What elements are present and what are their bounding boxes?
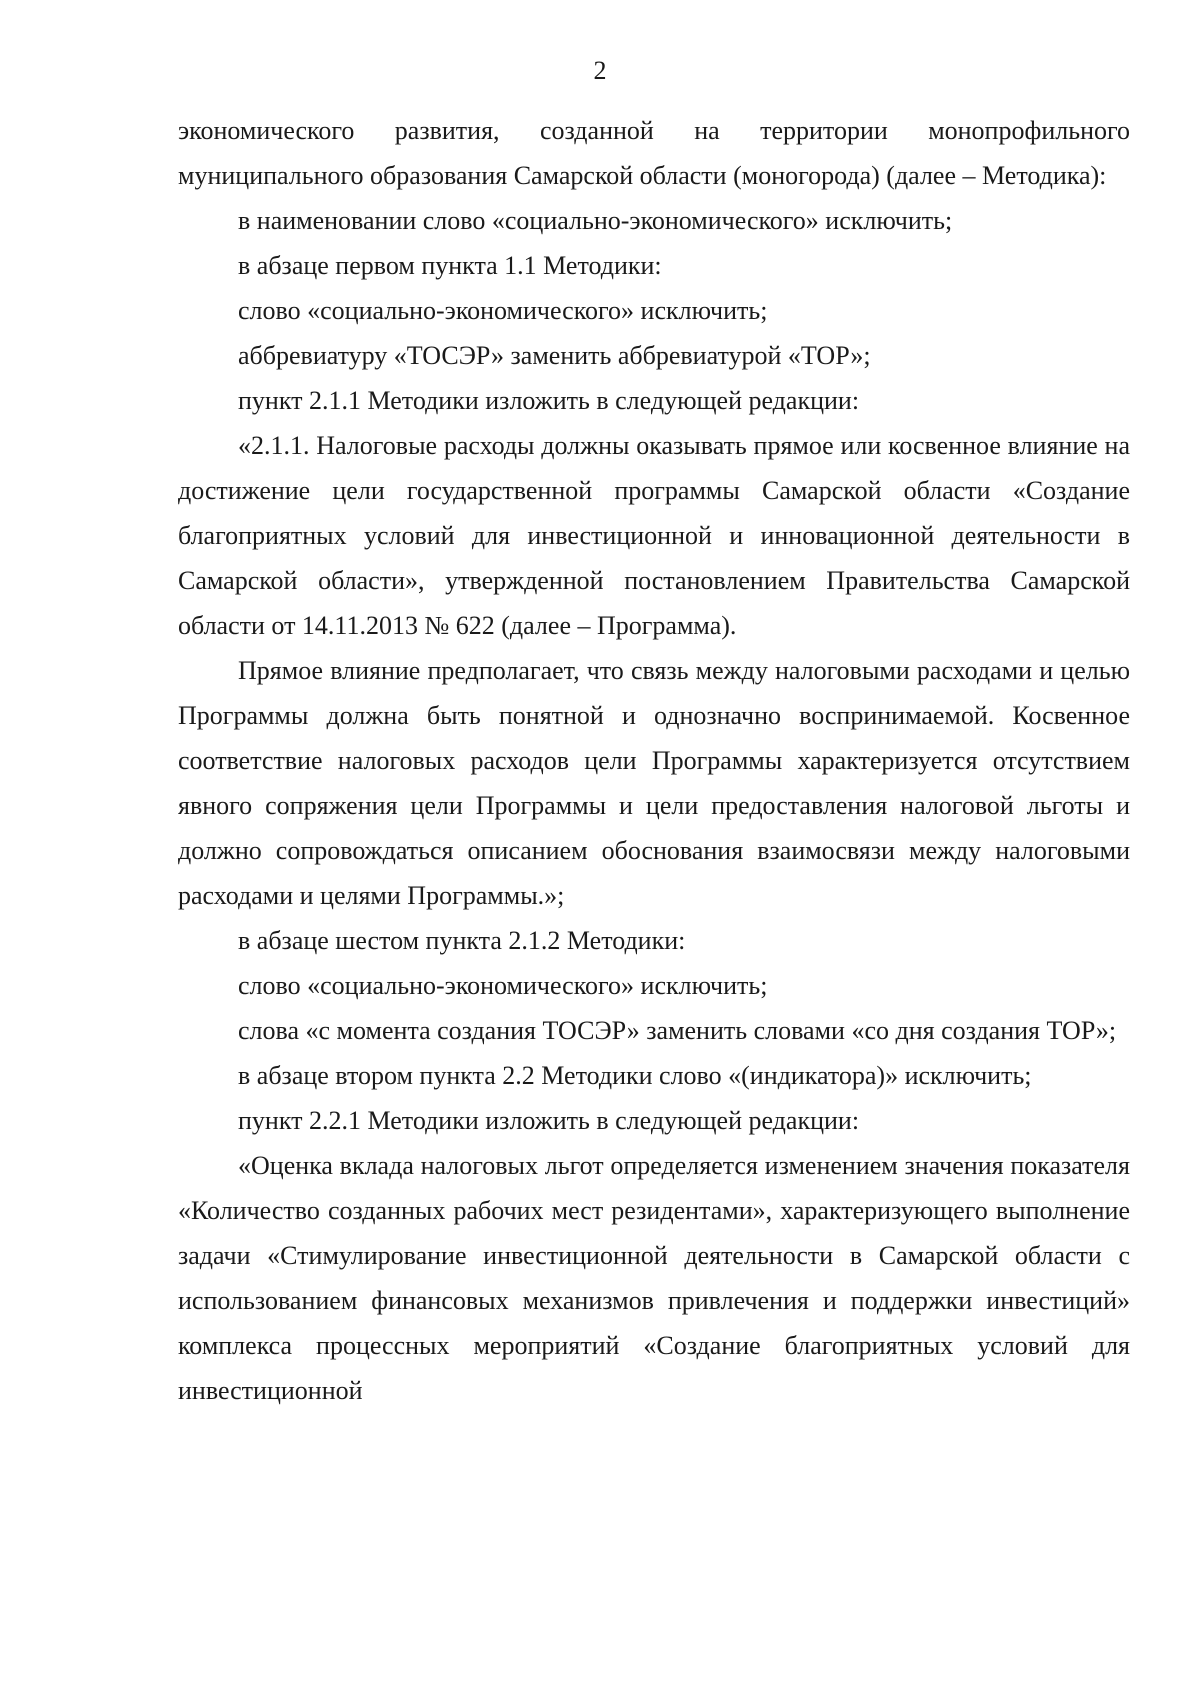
- paragraph-item-2-1-1-intro: пункт 2.1.1 Методики изложить в следующей редакции:: [238, 386, 860, 415]
- paragraph-abbreviation-replace: аббревиатуру «ТОСЭР» заменить аббревиатурой «ТОР»;: [238, 341, 871, 370]
- paragraph-item-2-2-1-intro: пункт 2.2.1 Методики изложить в следующей редакции:: [238, 1106, 860, 1135]
- paragraph-item-1-1: в абзаце первом пункта 1.1 Методики:: [238, 251, 662, 280]
- paragraph-methodology-title-continuation: экономического развития, созданной на территории монопрофильного муниципального образования Самарской области (моногорода) (далее – Методика):: [178, 116, 1130, 190]
- paragraph-word-exclude-2: слово «социально-экономического» исключить;: [238, 971, 768, 1000]
- paragraph-item-2-2-1-text: «Оценка вклада налоговых льгот определяется изменением значения показателя «Количество созданных рабочих мест резидентами», характеризующего выполнение задачи «Стимулирование инвестиционной деятельности в Самарской области с использованием финансовых механизмов привлечения и поддержки инвестиций» комплекса процессных мероприятий «Создание благоприятных условий для инвестиционной: [178, 1151, 1130, 1405]
- paragraph-words-replace: слова «с момента создания ТОСЭР» заменить словами «со дня создания ТОР»;: [238, 1016, 1117, 1045]
- paragraph-direct-influence: Прямое влияние предполагает, что связь между налоговыми расходами и целью Программы должна быть понятной и однозначно воспринимаемой. Косвенное соответствие налоговых расходов цели Программы характеризуется отсутствием явного сопряжения цели Программы и цели предоставления налоговой льготы и должно сопровождаться описанием обоснования взаимосвязи между налоговыми расходами и целями Программы.»;: [178, 656, 1130, 910]
- paragraph-item-2-1-2: в абзаце шестом пункта 2.1.2 Методики:: [238, 926, 686, 955]
- paragraph-name-change: в наименовании слово «социально-экономического» исключить;: [238, 206, 953, 235]
- paragraph-word-exclude: слово «социально-экономического» исключить;: [238, 296, 768, 325]
- paragraph-item-2-1-1-text: «2.1.1. Налоговые расходы должны оказывать прямое или косвенное влияние на достижение цели государственной программы Самарской области «Создание благоприятных условий для инвестиционной и инновационной деятельности в Самарской области», утвержденной постановлением Правительства Самарской области от 14.11.2013 № 622 (далее – Программа).: [178, 431, 1130, 640]
- document-body: [178, 108, 1130, 1413]
- paragraph-item-2-2: в абзаце втором пункта 2.2 Методики слово «(индикатора)» исключить;: [238, 1061, 1032, 1090]
- page-number: 2: [593, 56, 607, 85]
